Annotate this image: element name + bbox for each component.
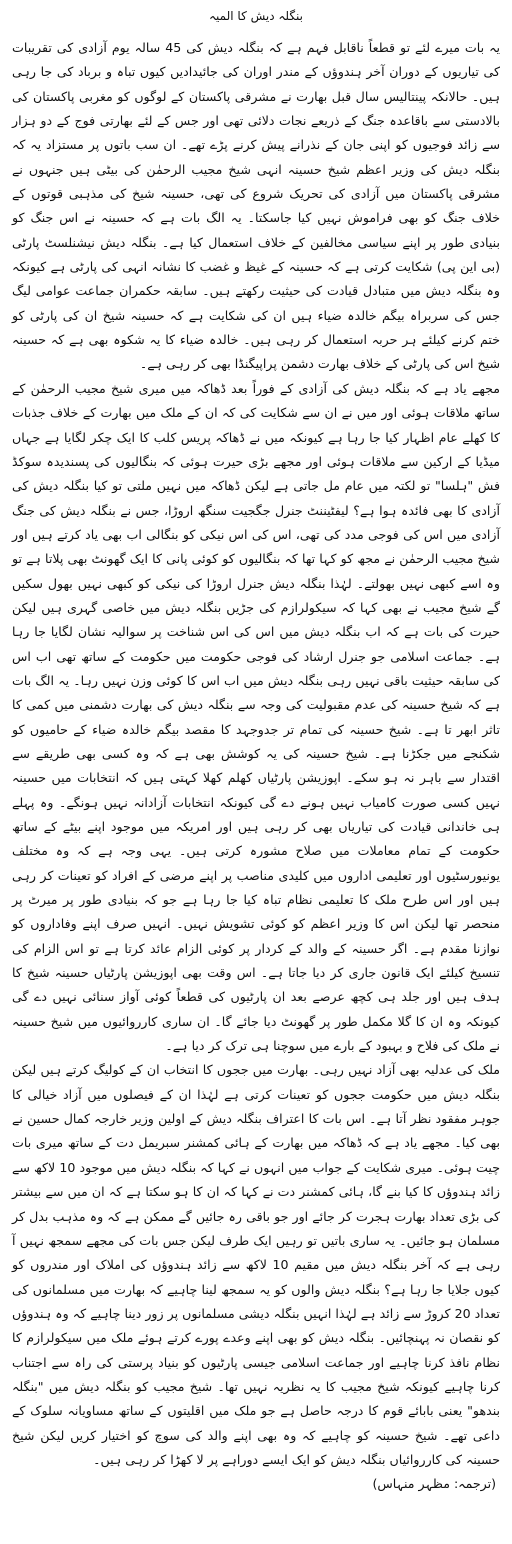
article-title: بنگلہ دیش کا المیہ (209, 9, 303, 23)
article-paragraph-1: یہ بات میرے لئے تو قطعاً ناقابل فہم ہے کہ بنگلہ دیش کی 45 سالہ یوم آزادی کی تقریبات کی تیاریوں کے دوران آخر ہندوؤں کے مندر اوران کی جائیدادیں کیوں تباہ و برباد کی جا رہی ہیں۔ حالانکہ پینتالیس سال قبل بھارت نے مشرقی پاکستان کے لوگوں کو مغربی پاکستان کی بالادستی سے باقاعدہ جنگ کے ذریعے نجات دلائی تھی اور جس کے لئے بھارتی فوج کے دو ہزار سے زائد فوجیوں کو اپنی جان کے نذرانے پیش کرنے پڑے تھے۔ ان سب باتوں پر مستزاد یہ کہ بنگلہ دیش کی وزیر اعظم شیخ حسینہ انہی شیخ مجیب الرحمٰن کی بیٹی ہیں جنہوں نے مشرقی پاکستان میں آزادی کی تحریک شروع کی تھی، حسینہ شیخ کی مذہبی قوتوں کے خلاف جنگ کو بھی فراموش نہیں کیا جاسکتا۔ یہ الگ بات ہے کہ حسینہ نے اس جنگ کو بنیادی طور پر اپنے سیاسی مخالفین کے خلاف استعمال کیا ہے۔ بنگلہ دیش نیشنلسٹ پارٹی (بی این پی) شکایت کرتی ہے کہ حسینہ کے غیظ و غضب کا نشانہ انہی کی پارٹی ہے کیونکہ وہ بنگلہ دیش میں متبادل قیادت کی حیثیت رکھتے ہیں۔ سابقہ حکمران جماعت عوامی لیگ جس کی سربراہ بیگم خالدہ ضیاء ہیں ان کی شکایت ہے کہ حسینہ شیخ ان کی پارٹی کو ختم کرنے کیلئے ہر حربہ استعمال کر رہی ہیں۔ خالدہ ضیاء کا یہ شکوہ بھی ہے کہ حسینہ شیخ اس کی پارٹی کے خلاف بھارت دشمن پراپیگنڈا بھی کر رہی ہے۔ (12, 40, 500, 372)
article-paragraph-3: ملک کی عدلیہ بھی آزاد نہیں رہی۔ بھارت میں ججوں کا انتخاب ان کے کولیگ کرتے ہیں لیکن بنگلہ دیش میں حکومت ججوں کو تعینات کرتی ہے لہٰذا ان کے فیصلوں میں آزاد خیالی کا جوہر مفقود نظر آتا ہے۔ اس بات کا اعتراف بنگلہ دیش کے اولین وزیر خارجہ کمال حسین نے بھی کیا۔ مجھے یاد ہے کہ ڈھاکہ میں بھارت کے ہائی کمشنر سبریمل دت کے ساتھ میری بات چیت ہوئی۔ میری شکایت کے جواب میں انہوں نے کہا کہ بنگلہ دیش میں موجود 10 لاکھ سے زائد ہندوؤں کا کیا بنے گا، ہائی کمشنر دت نے کہا کہ ان کا ہو سکتا ہے کہ ان میں سے بیشتر کی بڑی تعداد بھارت ہجرت کر جائے اور جو باقی رہ جائیں گے ممکن ہے کہ وہ مذہب بدل کر مسلمان ہو جائیں۔ یہ ساری باتیں تو رہیں ایک طرف لیکن جس بات کی مجھے سمجھ نہیں آ رہی ہے کہ آخر بنگلہ دیش میں مقیم 10 لاکھ سے زائد ہندوؤں کی املاک اور مندروں کو کیوں جلایا جا رہا ہے؟ بنگلہ دیش والوں کو یہ سمجھ لینا چاہیے کہ بھارت میں مسلمانوں کی تعداد 20 کروڑ سے زائد ہے لہٰذا انہیں بنگلہ دیشی مسلمانوں پر زور دینا چاہیے کہ وہ ہندوؤں کو نقصان نہ پہنچائیں۔ بنگلہ دیش کو بھی اپنے وعدے پورے کرتے ہوئے ملک میں سیکولرازم کا نظام نافذ کرنا چاہیے اور جماعت اسلامی جیسی پارٹیوں کو بنیاد پرستی کی راہ سے اجتناب کرنا چاہیے کیونکہ شیخ مجیب کا یہ نظریہ نہیں تھا۔ شیخ مجیب کو بنگلہ دیش میں "بنگلہ بندھو" یعنی بابائے قوم کا درجہ حاصل ہے جو ملک میں اقلیتوں کے ساتھ مساویانہ سلوک کے داعی تھے۔ شیخ حسینہ کو چاہیے کہ وہ بھی اپنے والد کی سوچ کو اختیار کریں لیکن شیخ حسینہ کی کارروائیاں بنگلہ دیش کو ایک ایسے دوراہے پر لا کھڑا کر رہی ہیں۔ (12, 1062, 501, 1467)
translator-credit: (ترجمہ: مظہر منہاس) (372, 1476, 496, 1492)
article-body (12, 36, 500, 1472)
article-paragraph-2: مجھے یاد ہے کہ بنگلہ دیش کی آزادی کے فوراً بعد ڈھاکہ میں میری شیخ مجیب الرحمٰن کے ساتھ ملاقات ہوئی اور میں نے ان سے شکایت کی کہ ان کے ملک میں بھارت کے خلاف جذبات کا کھلے عام اظہار کیا جا رہا ہے کیونکہ میں نے ڈھاکہ پریس کلب کا ایک چکر لگایا ہے جہاں میڈیا کے ارکین سے ملاقات ہوئی اور مجھے بڑی حیرت ہوئی کہ بنگالیوں کی پسندیدہ سوکڈ فش "ہلسا" تو لکتہ میں عام مل جاتی ہے لیکن ڈھاکہ میں نہیں ملتی تو کیا بنگلہ دیش کی آزادی کا بھی فائدہ ہوا ہے؟ لیفٹیننٹ جنرل جگجیت سنگھ اروڑا، جس نے بنگلہ دیش کی جنگ آزادی میں اس کی فوجی مدد کی تھی، اس کی اس نیکی کو بنگالی اب بھی یاد کرتے ہیں اور شیخ مجیب الرحمٰن نے مجھ کو کہا تھا کہ بنگالیوں کو کوئی پانی کا ایک گھونٹ بھی پلاتا ہے تو وہ اسے کبھی نہیں بھولتے۔ لہٰذا بنگلہ دیش جنرل اروڑا کی نیکی کو کبھی نہیں بھول سکیں گے شیخ مجیب نے بھی کہا کہ سیکولرازم کی جڑیں بنگلہ دیش میں خاصی گہری ہیں لیکن حیرت کی بات ہے کہ اب بنگلہ دیش میں اس کی اس شناخت پر سوالیہ نشان لگایا جا رہا ہے۔ جماعت اسلامی جو جنرل ارشاد کی فوجی حکومت میں حکومت کے ساتھ تھی اب اس کی سابقہ حیثیت باقی نہیں رہی بنگلہ دیش میں اب اس کا کوئی وزن نہیں رہا۔ یہ الگ بات ہے کہ شیخ حسینہ کی عدم مقبولیت کی وجہ سے بنگلہ دیش کی بھارت دشمنی میں کمی کا تاثر ابھر تا ہے۔ شیخ حسینہ کی تمام تر جدوجہد کا مقصد بیگم خالدہ ضیاء کے حامیوں کو شکنجے میں جکڑنا ہے۔ شیخ حسینہ کی یہ کوشش بھی ہے کہ وہ کسی بھی طریقے سے اقتدار سے باہر نہ ہو سکے۔ اپوزیشن پارٹیاں کھلم کھلا کہتی ہیں کہ انتخابات میں حسینہ نہیں کسی صورت کامیاب نہیں ہونے دے گی کیونکہ انتخابات آزادانہ نہیں ہونگے۔ وہ پہلے ہی خاندانی قیادت کی تیاریاں بھی کر رہی ہیں اور امریکہ میں موجود اپنے بیٹے کے ساتھ حکومت کے تمام معاملات میں صلاح مشورہ کرتی ہیں۔ یہی وجہ ہے کہ وہ مختلف یونیورسٹیوں اور تعلیمی اداروں میں کلیدی مناصب پر اپنے مرضی کے افراد کو تعینات کر رہی ہیں اور اس طرح ملک کا تعلیمی نظام تباہ کیا جا رہا ہے جو کہ بنیادی طور پر میرٹ پر منحصر تھا لیکن اس کا وزیر اعظم کو کوئی تشویش نہیں۔ انہیں صرف اپنے وفاداروں کو نوازنا مقدم ہے۔ اگر حسینہ کے والد کے کردار پر کوئی الزام عائد کرتا ہے تو اس الزام کی تنسیخ کیلئے ایک قانون جاری کر دیا جاتا ہے۔ اس وقت بھی اپوزیشن پارٹیاں حسینہ شیخ کا ہدف ہیں اور جلد ہی کچھ عرصے بعد ان پارٹیوں کی قطعاً کوئی آواز سنائی نہیں دے گی کیونکہ وہ ان کا گلا مکمل طور پر گھونٹ دیا جائے گا۔ ان ساری کارروائیوں میں شیخ حسینہ نے ملک کی فلاح و بہبود کے بارے میں سوچنا ہی ترک کر دیا ہے۔ (12, 380, 500, 1054)
